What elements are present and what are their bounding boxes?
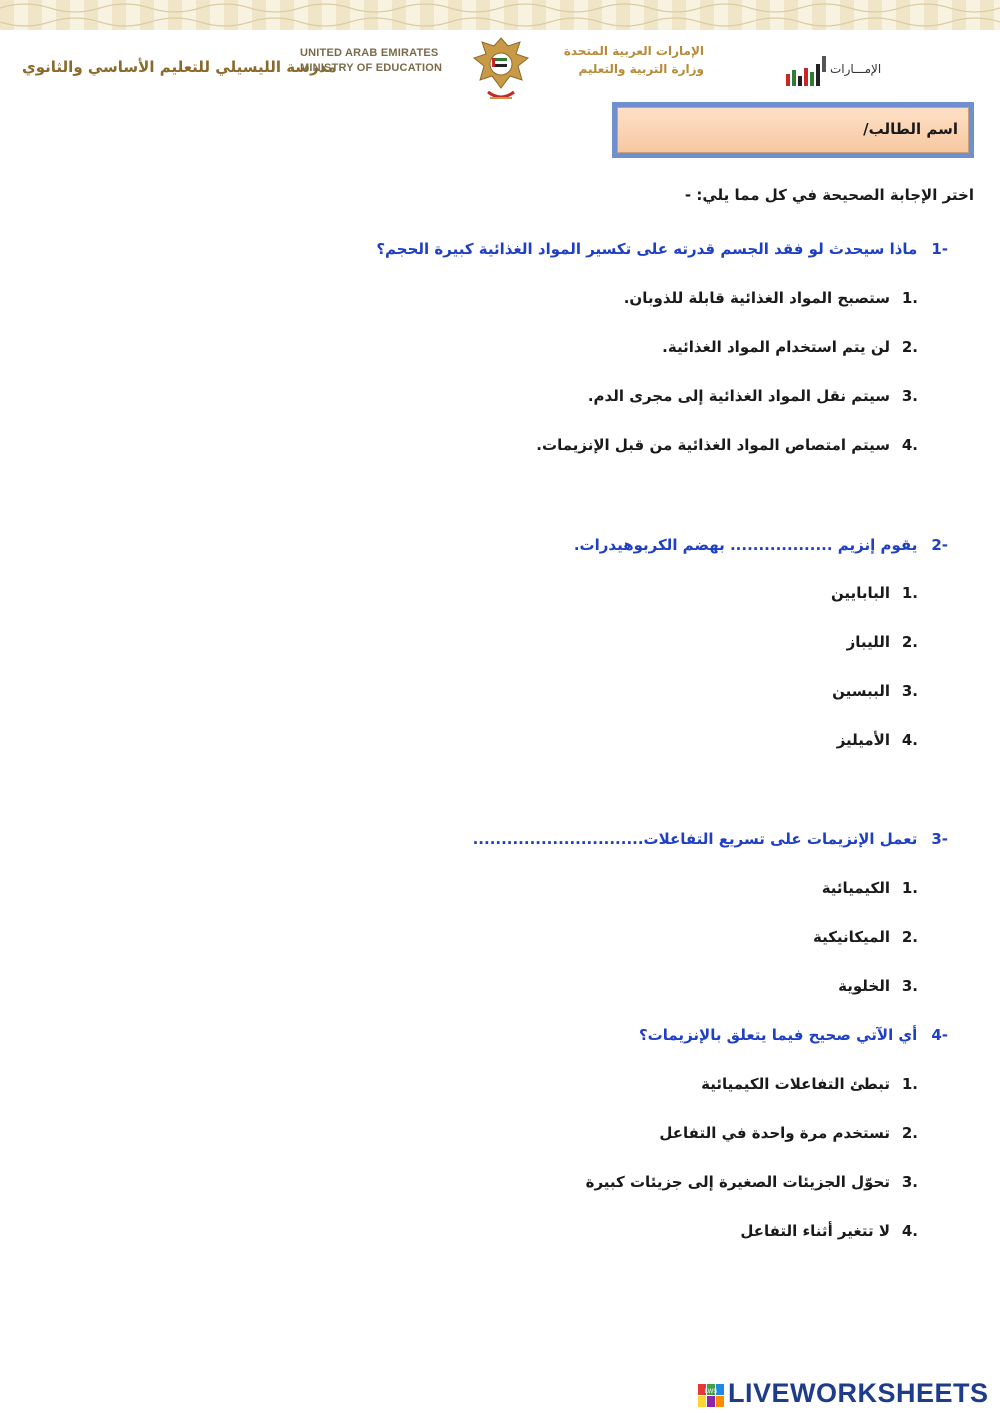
question-number: -2 (931, 536, 948, 554)
option-number: .4 (901, 436, 918, 454)
question-number: -1 (931, 240, 948, 258)
option-number: .3 (901, 387, 918, 405)
q4-option-2[interactable] (659, 1124, 918, 1142)
question-text: ماذا سيحدث لو فقد الجسم قدرته على تكسير المواد الغذائية كبيرة الحجم؟ (376, 240, 918, 258)
decorative-top-border (0, 0, 1000, 30)
header (0, 30, 1000, 110)
option-text: لا تتغير أثناء التفاعل (740, 1222, 890, 1240)
option-text: البابايين (830, 584, 890, 602)
uae-brand-text: الإمـــارات (830, 62, 882, 76)
ministry-arabic (544, 42, 704, 78)
option-text: الكيميائية (821, 879, 890, 897)
option-text: لن يتم استخدام المواد الغذائية. (662, 338, 890, 356)
instructions: اختر الإجابة الصحيحة في كل مما يلي: - (684, 186, 974, 204)
ministry-en-line1: UNITED ARAB EMIRATES (300, 47, 439, 59)
ministry-english (300, 46, 442, 76)
option-number: .2 (901, 1124, 918, 1142)
question-number: -3 (931, 830, 948, 848)
q4-option-3[interactable] (586, 1173, 918, 1191)
option-text: الليباز (846, 633, 890, 651)
option-text: تبطئ التفاعلات الكيميائية (701, 1075, 890, 1093)
question-3 (473, 830, 948, 848)
option-number: .2 (901, 633, 918, 651)
option-number: .1 (901, 879, 918, 897)
ministry-ar-line1: الإمارات العربية المتحدة (563, 44, 704, 58)
q1-option-3[interactable] (588, 387, 918, 405)
student-name-label: اسم الطالب/ (617, 107, 969, 153)
option-number: .1 (901, 584, 918, 602)
question-text: تعمل الإنزيمات على تسريع التفاعلات.............................. (472, 830, 918, 848)
q4-option-1[interactable] (701, 1075, 918, 1093)
option-text: سيتم امتصاص المواد الغذائية من قبل الإنزيمات. (536, 436, 890, 454)
option-number: .2 (901, 928, 918, 946)
q1-option-1[interactable] (624, 289, 918, 307)
option-number: .1 (901, 289, 918, 307)
option-text: سيتم نقل المواد الغذائية إلى مجرى الدم. (587, 387, 890, 405)
option-number: .1 (901, 1075, 918, 1093)
question-text: أي الآتي صحيح فيما يتعلق بالإنزيمات؟ (638, 1026, 918, 1044)
option-text: الميكانيكية (812, 928, 890, 946)
option-text: تحوّل الجزيئات الصغيرة إلى جزيئات كبيرة (585, 1173, 890, 1191)
q3-option-1[interactable] (822, 879, 918, 897)
option-number: .3 (901, 1173, 918, 1191)
liveworksheets-badge-icon (698, 1384, 724, 1408)
uae-emblem-icon (470, 32, 532, 108)
option-number: .3 (901, 682, 918, 700)
q2-option-1[interactable] (831, 584, 918, 602)
option-number: .2 (901, 338, 918, 356)
student-name-box[interactable] (612, 102, 974, 158)
option-number: .4 (901, 731, 918, 749)
option-text: الببسين (832, 682, 890, 700)
question-number: -4 (931, 1026, 948, 1044)
option-number: .3 (901, 977, 918, 995)
option-number: .4 (901, 1222, 918, 1240)
badge-text: LWS (704, 1389, 718, 1395)
q1-option-4[interactable] (536, 436, 918, 454)
ministry-ar-line2: وزارة التربية والتعليم (578, 62, 704, 76)
question-4 (639, 1026, 948, 1044)
q3-option-2[interactable] (813, 928, 918, 946)
q1-option-2[interactable] (662, 338, 918, 356)
q4-option-4[interactable] (740, 1222, 918, 1240)
question-2 (574, 536, 948, 554)
option-text: الخلوية (838, 977, 890, 995)
q3-option-3[interactable] (838, 977, 918, 995)
ministry-en-line2: MINISTRY OF EDUCATION (300, 62, 443, 74)
liveworksheets-brand: LIVEWORKSHEETS (728, 1378, 989, 1408)
option-text: تستخدم مرة واحدة في التفاعل (659, 1124, 890, 1142)
question-1 (376, 240, 948, 258)
option-text: الأميليز (836, 731, 890, 749)
q2-option-4[interactable] (837, 731, 918, 749)
school-name: مدرسة الليسيلي للتعليم الأساسي والثانوي (22, 58, 337, 76)
q2-option-2[interactable] (847, 633, 918, 651)
q2-option-3[interactable] (832, 682, 918, 700)
option-text: ستصبح المواد الغذائية قابلة للذوبان. (623, 289, 890, 307)
question-text: يقوم إنزيم .................. بهضم الكربوهيدرات. (573, 536, 918, 554)
